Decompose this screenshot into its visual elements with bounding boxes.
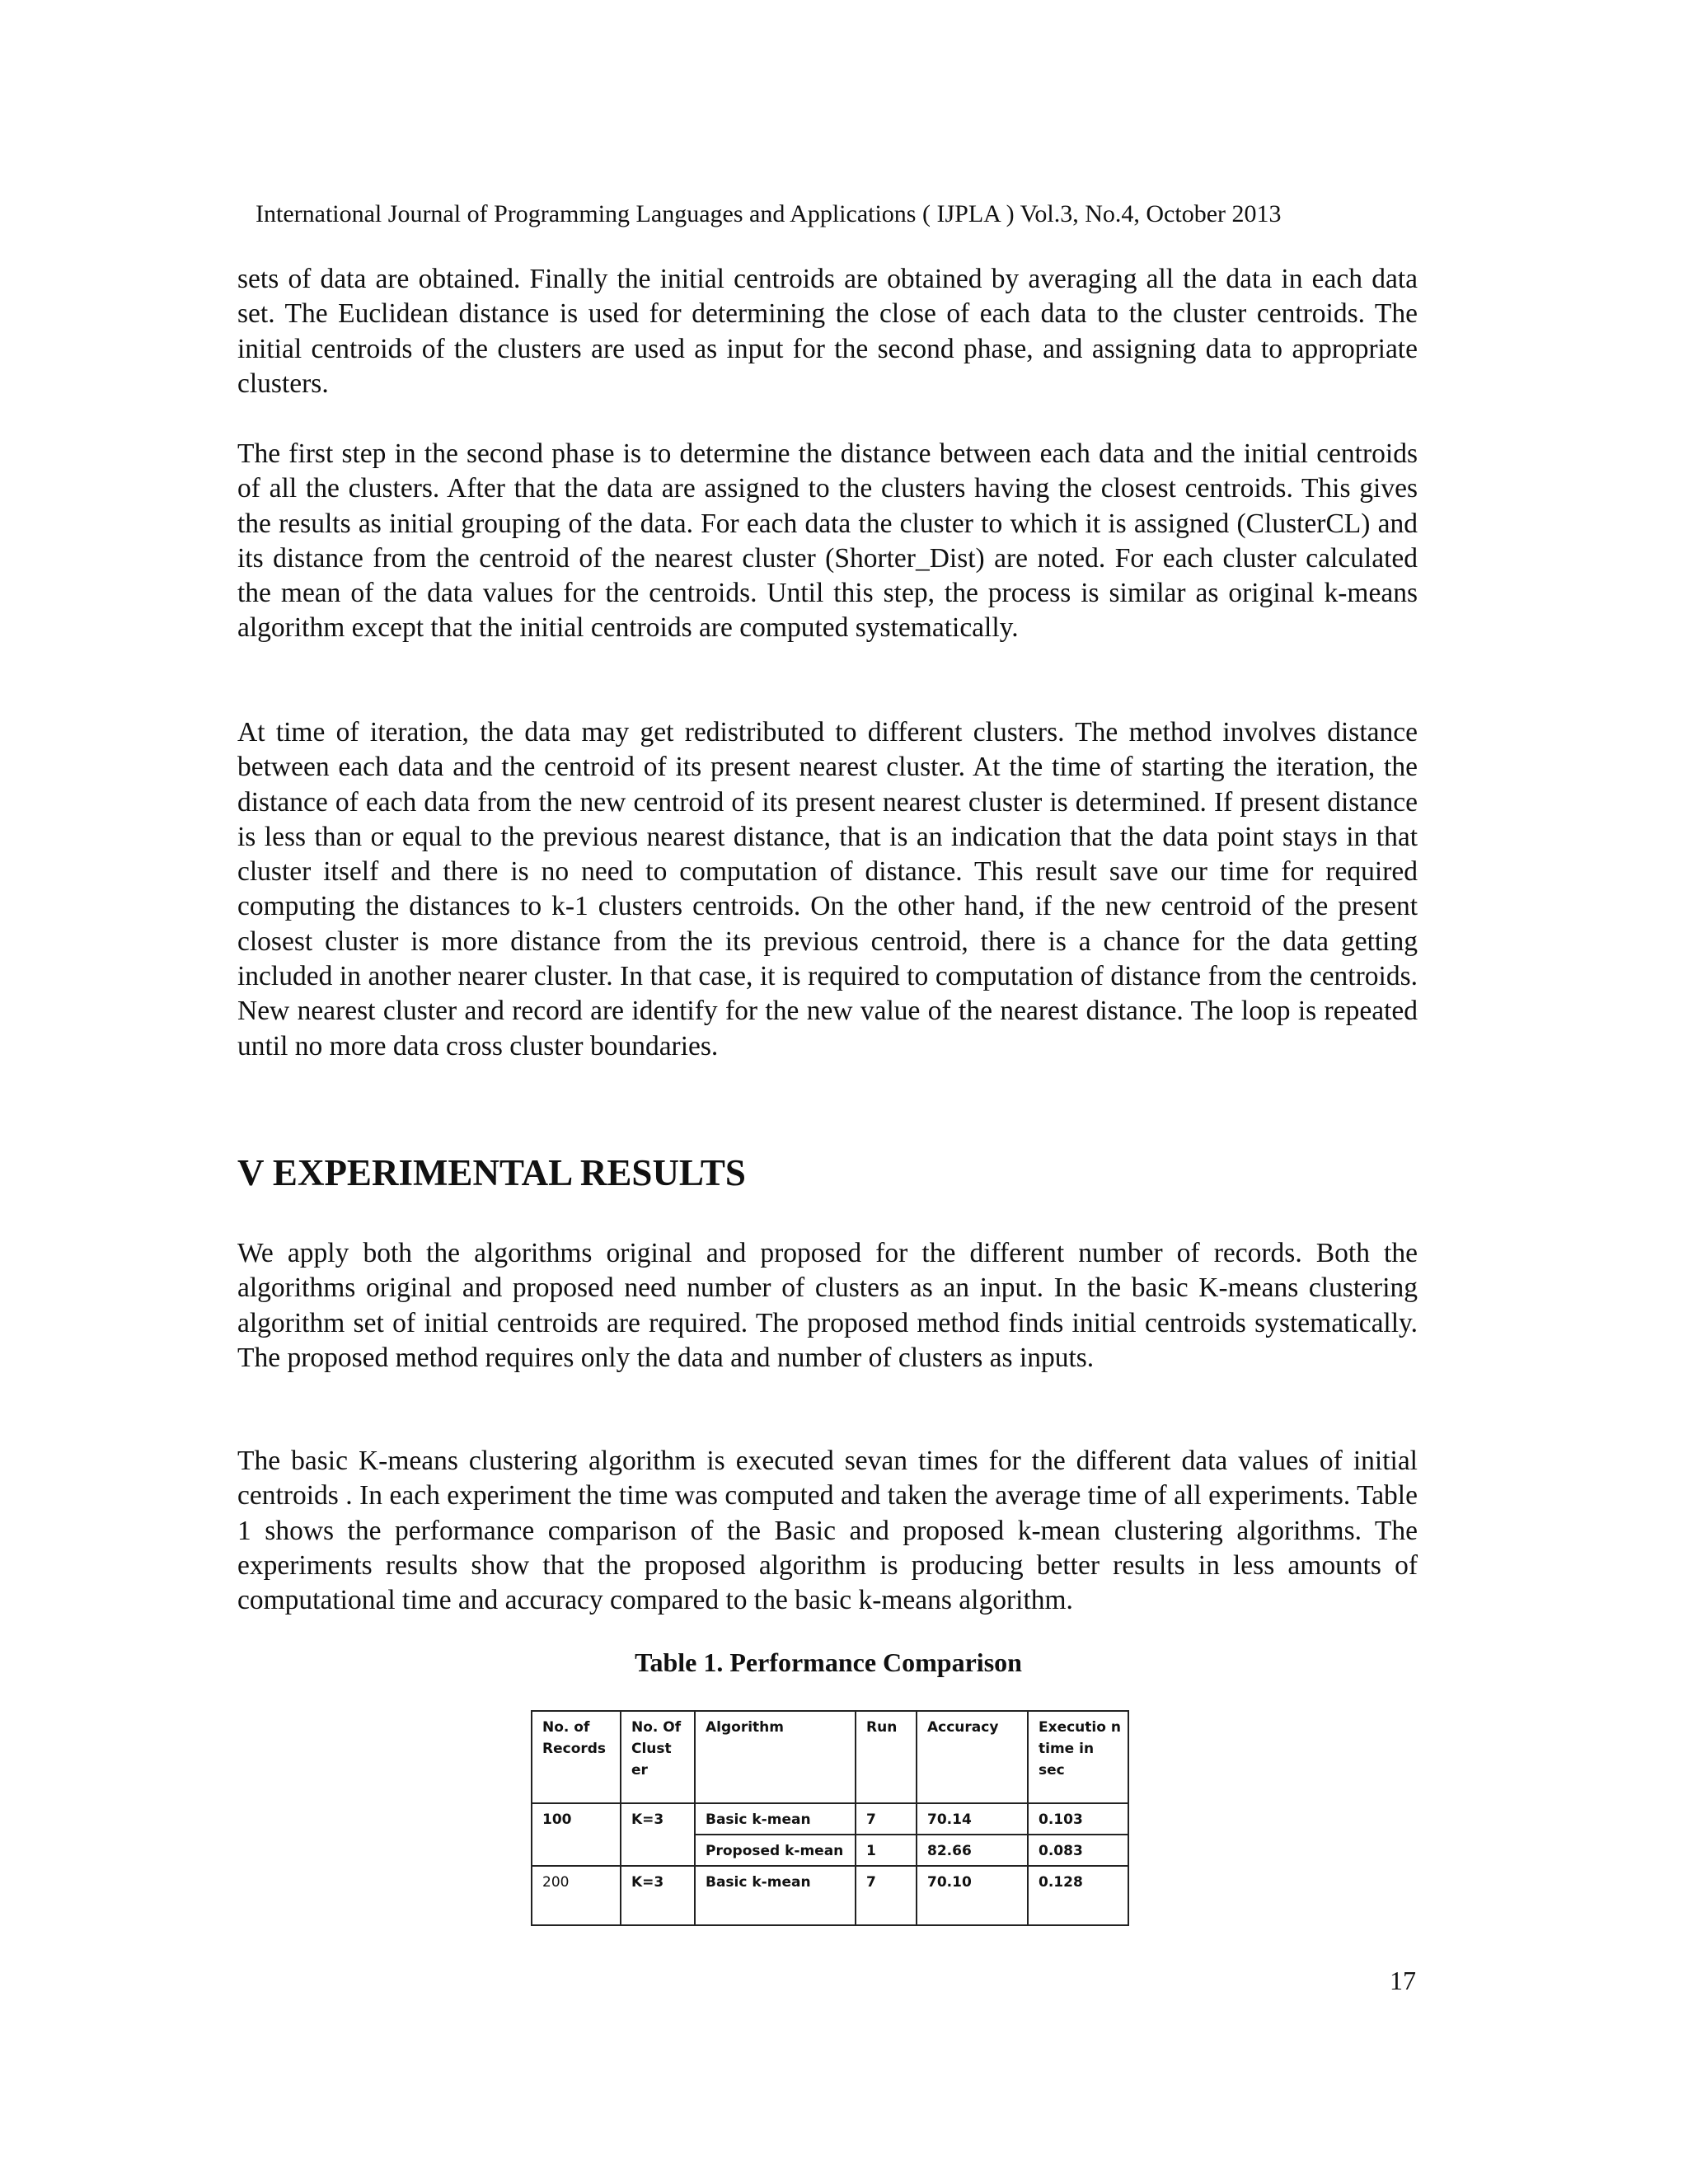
header-cell-algorithm: Algorithm — [695, 1711, 856, 1803]
table-header-row — [532, 1711, 1128, 1803]
cell-time: 0.083 — [1028, 1835, 1128, 1866]
cell-algorithm: Proposed k-mean — [695, 1835, 856, 1866]
cell-accuracy: 82.66 — [917, 1835, 1028, 1866]
cell-records: 100 — [532, 1803, 621, 1866]
cell-records: 200 — [532, 1866, 621, 1925]
cell-accuracy: 70.10 — [917, 1866, 1028, 1925]
cell-run: 1 — [856, 1835, 917, 1866]
cell-clusters: K=3 — [621, 1803, 695, 1866]
header-cell-accuracy: Accuracy — [917, 1711, 1028, 1803]
cell-algorithm: Basic k-mean — [695, 1866, 856, 1925]
header-cell-time: Executio n time in sec — [1028, 1711, 1128, 1803]
table-caption: Table 1. Performance Comparison — [635, 1647, 1022, 1677]
body-paragraph-3: At time of iteration, the data may get redistributed to different clusters. The method involves distance between each data and the centroid of its present nearest cluster. At the time of starting the iteration, the distance of each data from the new centroid of its present nearest cluster is determined. If present distance is less than or equal to the previous nearest distance, that is an indication that the data point stays in that cluster itself and there is no need to computation of distance. This result save our time for required computing the distances to k-1 clusters centroids. On the other hand, if the new centroid of the present closest cluster is more distance from the its previous centroid, there is a chance for the data getting included in another nearer cluster. In that case, it is required to computation of distance from the centroids. New nearest cluster and record are identify for the new value of the nearest distance. The loop is repeated until no more data cross cluster boundaries. — [237, 717, 1418, 1062]
performance-table — [531, 1710, 1129, 1926]
header-cell-run: Run — [856, 1711, 917, 1803]
cell-time: 0.103 — [1028, 1803, 1128, 1835]
header-cell-clusters: No. Of Clust er — [621, 1711, 695, 1803]
table-row — [532, 1866, 1128, 1925]
body-paragraph-5: The basic K-means clustering algorithm is executed sevan times for the different data values of initial centroids . In each experiment the time was computed and taken the average time of all experiments. Table 1 shows the performance comparison of the Basic and proposed k-mean clustering algorithms. The experiments results show that the proposed algorithm is producing better results in less amounts of computational time and accuracy compared to the basic k-means algorithm. — [237, 1446, 1418, 1616]
cell-algorithm: Basic k-mean — [695, 1803, 856, 1835]
cell-run: 7 — [856, 1803, 917, 1835]
body-paragraph-2: The first step in the second phase is to determine the distance between each data and the initial centroids of all the clusters. After that the data are assigned to the clusters having the closest centroids. This gives the results as initial grouping of the data. For each data the cluster to which it is assigned (ClusterCL) and its distance from the centroid of the nearest cluster (Shorter_Dist) are noted. For each cluster calculated the mean of the data values for the centroids. Until this step, the process is similar as original k-means algorithm except that the initial centroids are computed systematically. — [237, 438, 1418, 644]
header-cell-records: No. of Records — [532, 1711, 621, 1803]
cell-time: 0.128 — [1028, 1866, 1128, 1925]
running-header: International Journal of Programming Languages and Applications ( IJPLA ) Vol.3, No.4, October 2013 — [256, 200, 1282, 227]
cell-accuracy: 70.14 — [917, 1803, 1028, 1835]
body-paragraph-4: We apply both the algorithms original and proposed for the different number of records. Both the algorithms original and proposed need number of clusters as an input. In the basic K-means clustering algorithm set of initial centroids are required. The proposed method finds initial centroids systematically. The proposed method requires only the data and number of clusters as inputs. — [237, 1238, 1418, 1373]
cell-clusters: K=3 — [621, 1866, 695, 1925]
cell-run: 7 — [856, 1866, 917, 1925]
table-row — [532, 1803, 1128, 1835]
page-number: 17 — [1390, 1966, 1416, 1995]
section-heading: V EXPERIMENTAL RESULTS — [237, 1152, 746, 1193]
body-paragraph-1: sets of data are obtained. Finally the initial centroids are obtained by averaging all the data in each data set. The Euclidean distance is used for determining the close of each data to the cluster centroids. The initial centroids of the clusters are used as input for the second phase, and assigning data to appropriate clusters. — [237, 264, 1418, 399]
